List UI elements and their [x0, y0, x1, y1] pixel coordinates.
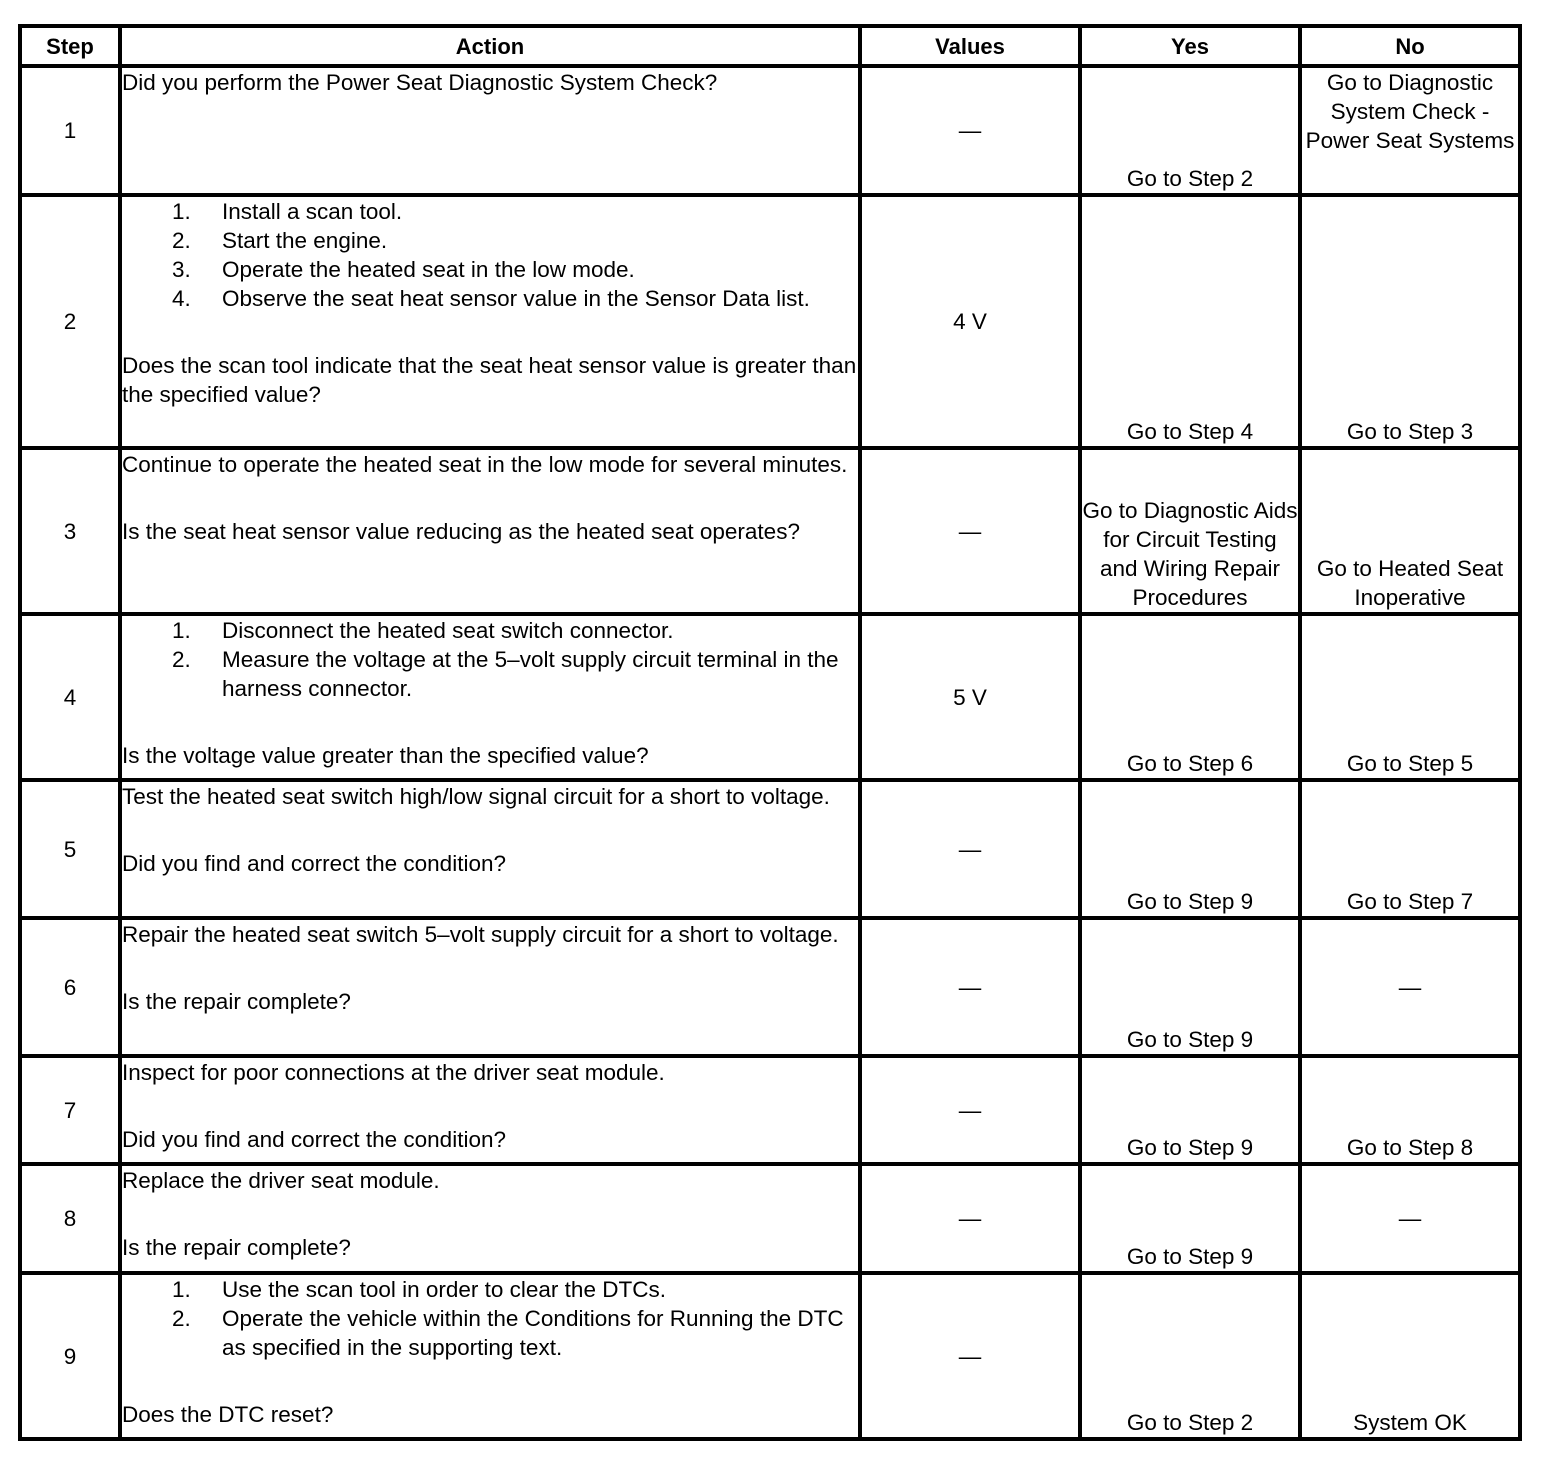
table-row — [20, 614, 1520, 780]
values-cell: — — [860, 1273, 1080, 1439]
step-number: 2 — [20, 195, 120, 448]
yes-cell: Go to Step 2 — [1080, 1273, 1300, 1439]
values-cell: — — [860, 780, 1080, 918]
list-item: 1. Use the scan tool in order to clear the DTCs. — [172, 1277, 666, 1302]
action-question: Did you find and correct the condition? — [122, 1127, 506, 1152]
step-number: 5 — [20, 780, 120, 918]
yes-cell: Go to Step 2 — [1080, 66, 1300, 195]
action-cell — [120, 780, 860, 918]
action-question: Is the seat heat sensor value reducing as the heated seat operates? — [122, 519, 800, 544]
table-row — [20, 918, 1520, 1056]
no-cell: — — [1300, 918, 1520, 1056]
no-cell: System OK — [1300, 1273, 1520, 1439]
action-question: Is the repair complete? — [122, 1235, 351, 1260]
action-cell — [120, 66, 860, 195]
diagnostic-table — [18, 24, 1522, 1441]
header-yes: Yes — [1080, 26, 1300, 66]
action-cell — [120, 918, 860, 1056]
step-number: 3 — [20, 448, 120, 614]
step-number: 1 — [20, 66, 120, 195]
action-question: Is the repair complete? — [122, 989, 351, 1014]
action-steps — [122, 1275, 858, 1362]
action-intro: Test the heated seat switch high/low signal circuit for a short to voltage. — [122, 784, 830, 809]
table-row — [20, 1273, 1520, 1439]
action-cell — [120, 1056, 860, 1164]
action-cell — [120, 1273, 860, 1439]
header-row — [20, 26, 1520, 66]
table-row — [20, 448, 1520, 614]
action-intro: Replace the driver seat module. — [122, 1168, 440, 1193]
list-item: 2. Start the engine. — [172, 228, 388, 253]
header-action: Action — [120, 26, 860, 66]
no-cell: Go to Step 5 — [1300, 614, 1520, 780]
action-intro: Did you perform the Power Seat Diagnostic System Check? — [122, 70, 718, 95]
step-number: 4 — [20, 614, 120, 780]
values-cell: 5 V — [860, 614, 1080, 780]
table-row — [20, 66, 1520, 195]
header-no: No — [1300, 26, 1520, 66]
no-cell: Go to Diagnostic System Check - Power Seat Systems — [1300, 66, 1520, 195]
list-item: 2. Measure the voltage at the 5–volt supply circuit terminal in the harness connector. — [172, 647, 839, 701]
action-cell — [120, 195, 860, 448]
no-cell: Go to Step 7 — [1300, 780, 1520, 918]
action-cell — [120, 614, 860, 780]
action-intro: Repair the heated seat switch 5–volt supply circuit for a short to voltage. — [122, 922, 839, 947]
step-number: 7 — [20, 1056, 120, 1164]
step-number: 6 — [20, 918, 120, 1056]
no-cell: Go to Step 3 — [1300, 195, 1520, 448]
list-item: 1. Install a scan tool. — [172, 199, 403, 224]
list-item: 3. Operate the heated seat in the low mode. — [172, 257, 635, 282]
yes-cell: Go to Step 9 — [1080, 780, 1300, 918]
action-question: Did you find and correct the condition? — [122, 851, 506, 876]
action-question: Does the scan tool indicate that the seat heat sensor value is greater than the specified value? — [122, 353, 857, 407]
list-item: 4. Observe the seat heat sensor value in the Sensor Data list. — [172, 286, 810, 311]
action-intro: Continue to operate the heated seat in the low mode for several minutes. — [122, 452, 848, 477]
action-question: Is the voltage value greater than the specified value? — [122, 743, 649, 768]
no-cell: Go to Heated Seat Inoperative — [1300, 448, 1520, 614]
values-cell: — — [860, 918, 1080, 1056]
values-cell: — — [860, 66, 1080, 195]
no-cell: — — [1300, 1164, 1520, 1273]
action-cell — [120, 1164, 860, 1273]
table-row — [20, 195, 1520, 448]
action-steps — [122, 197, 858, 313]
values-cell: — — [860, 448, 1080, 614]
action-steps — [122, 616, 858, 703]
yes-cell: Go to Step 4 — [1080, 195, 1300, 448]
list-item: 1. Disconnect the heated seat switch connector. — [172, 618, 674, 643]
yes-cell: Go to Step 6 — [1080, 614, 1300, 780]
yes-cell: Go to Step 9 — [1080, 918, 1300, 1056]
no-cell: Go to Step 8 — [1300, 1056, 1520, 1164]
yes-cell: Go to Diagnostic Aids for Circuit Testing and Wiring Repair Procedures — [1080, 448, 1300, 614]
action-cell — [120, 448, 860, 614]
action-intro: Inspect for poor connections at the driver seat module. — [122, 1060, 665, 1085]
table-row — [20, 1056, 1520, 1164]
header-values: Values — [860, 26, 1080, 66]
list-item: 2. Operate the vehicle within the Conditions for Running the DTC as specified in the supporting text. — [172, 1306, 844, 1360]
table-row — [20, 780, 1520, 918]
table-row — [20, 1164, 1520, 1273]
yes-cell: Go to Step 9 — [1080, 1164, 1300, 1273]
step-number: 8 — [20, 1164, 120, 1273]
step-number: 9 — [20, 1273, 120, 1439]
yes-cell: Go to Step 9 — [1080, 1056, 1300, 1164]
values-cell: — — [860, 1056, 1080, 1164]
header-step: Step — [20, 26, 120, 66]
values-cell: 4 V — [860, 195, 1080, 448]
action-question: Does the DTC reset? — [122, 1402, 334, 1427]
values-cell: — — [860, 1164, 1080, 1273]
